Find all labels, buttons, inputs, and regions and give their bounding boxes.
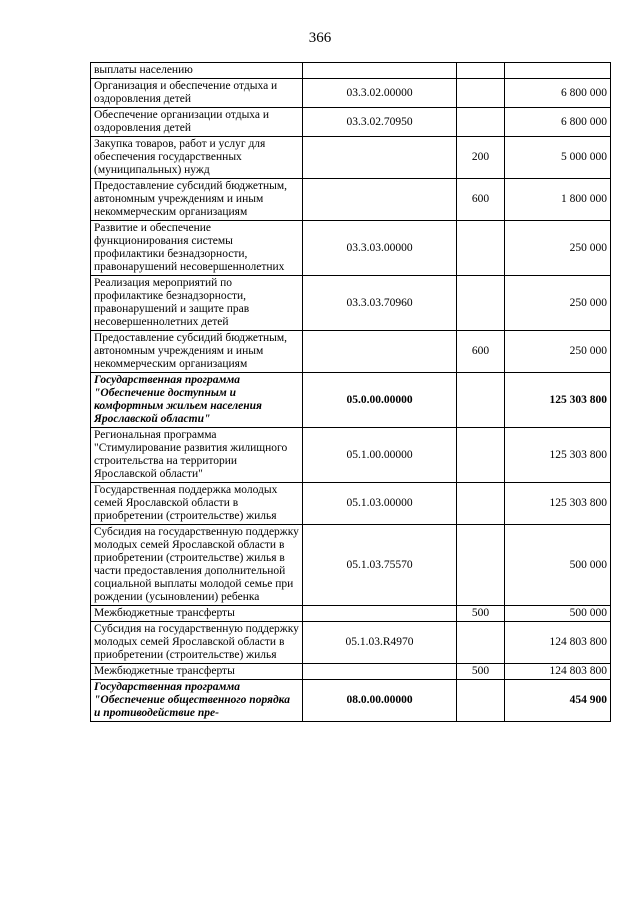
row-name-cell: Закупка товаров, работ и услуг для обеспечения государственных (муниципальных) нужд bbox=[91, 137, 303, 179]
table-row bbox=[91, 79, 611, 108]
row-code-cell: 03.3.03.70960 bbox=[303, 276, 457, 331]
row-type-cell: 600 bbox=[457, 179, 505, 221]
row-name-cell: Межбюджетные трансферты bbox=[91, 664, 303, 680]
row-type-cell bbox=[457, 79, 505, 108]
row-code-cell: 08.0.00.00000 bbox=[303, 680, 457, 722]
budget-table-body bbox=[91, 63, 611, 722]
row-type-cell bbox=[457, 63, 505, 79]
table-row bbox=[91, 483, 611, 525]
row-code-cell bbox=[303, 664, 457, 680]
row-name-cell: Государственная программа "Обеспечение общественного порядка и противодействие пре- bbox=[91, 680, 303, 722]
row-type-cell bbox=[457, 428, 505, 483]
row-type-cell bbox=[457, 622, 505, 664]
row-type-cell: 200 bbox=[457, 137, 505, 179]
row-name-cell: Организация и обеспечение отдыха и оздоровления детей bbox=[91, 79, 303, 108]
row-name-cell: Региональная программа "Стимулирование развития жилищного строительства на территории Ярославской области" bbox=[91, 428, 303, 483]
table-row bbox=[91, 137, 611, 179]
row-sum-cell: 500 000 bbox=[505, 606, 611, 622]
row-type-cell: 500 bbox=[457, 606, 505, 622]
row-code-cell: 03.3.02.70950 bbox=[303, 108, 457, 137]
row-type-cell bbox=[457, 373, 505, 428]
row-sum-cell: 5 000 000 bbox=[505, 137, 611, 179]
row-type-cell bbox=[457, 276, 505, 331]
row-code-cell: 05.1.00.00000 bbox=[303, 428, 457, 483]
row-name-cell: выплаты населению bbox=[91, 63, 303, 79]
row-name-cell: Субсидия на государственную поддержку молодых семей Ярославской области в приобретении (строительстве) жилья bbox=[91, 622, 303, 664]
row-sum-cell: 250 000 bbox=[505, 276, 611, 331]
row-code-cell bbox=[303, 137, 457, 179]
row-sum-cell: 6 800 000 bbox=[505, 108, 611, 137]
table-row bbox=[91, 108, 611, 137]
row-sum-cell: 500 000 bbox=[505, 525, 611, 606]
table-row bbox=[91, 221, 611, 276]
row-code-cell: 03.3.03.00000 bbox=[303, 221, 457, 276]
row-type-cell bbox=[457, 108, 505, 137]
row-code-cell: 05.1.03.R4970 bbox=[303, 622, 457, 664]
row-name-cell: Обеспечение организации отдыха и оздоровления детей bbox=[91, 108, 303, 137]
row-sum-cell: 6 800 000 bbox=[505, 79, 611, 108]
row-name-cell: Развитие и обеспечение функционирования системы профилактики безнадзорности, правонарушений несовершеннолетних bbox=[91, 221, 303, 276]
row-type-cell bbox=[457, 483, 505, 525]
row-name-cell: Предоставление субсидий бюджетным, автономным учреждениям и иным некоммерческим организациям bbox=[91, 331, 303, 373]
row-type-cell bbox=[457, 221, 505, 276]
table-row bbox=[91, 525, 611, 606]
row-code-cell: 05.0.00.00000 bbox=[303, 373, 457, 428]
row-name-cell: Межбюджетные трансферты bbox=[91, 606, 303, 622]
row-type-cell: 600 bbox=[457, 331, 505, 373]
row-sum-cell: 124 803 800 bbox=[505, 664, 611, 680]
table-row bbox=[91, 331, 611, 373]
row-code-cell bbox=[303, 331, 457, 373]
row-name-cell: Реализация мероприятий по профилактике безнадзорности, правонарушений и защите прав несовершеннолетних детей bbox=[91, 276, 303, 331]
row-name-cell: Государственная поддержка молодых семей Ярославской области в приобретении (строительстве) жилья bbox=[91, 483, 303, 525]
row-sum-cell: 250 000 bbox=[505, 331, 611, 373]
row-code-cell: 05.1.03.00000 bbox=[303, 483, 457, 525]
row-sum-cell: 125 303 800 bbox=[505, 483, 611, 525]
budget-table bbox=[90, 62, 611, 722]
table-row bbox=[91, 606, 611, 622]
table-row bbox=[91, 276, 611, 331]
page-number: 366 bbox=[308, 30, 332, 46]
row-code-cell bbox=[303, 63, 457, 79]
row-sum-cell: 124 803 800 bbox=[505, 622, 611, 664]
row-code-cell bbox=[303, 179, 457, 221]
row-sum-cell bbox=[505, 63, 611, 79]
row-type-cell bbox=[457, 525, 505, 606]
table-row bbox=[91, 622, 611, 664]
table-row bbox=[91, 63, 611, 79]
row-sum-cell: 125 303 800 bbox=[505, 373, 611, 428]
table-row bbox=[91, 664, 611, 680]
row-code-cell: 03.3.02.00000 bbox=[303, 79, 457, 108]
row-sum-cell: 454 900 bbox=[505, 680, 611, 722]
row-code-cell: 05.1.03.75570 bbox=[303, 525, 457, 606]
row-sum-cell: 250 000 bbox=[505, 221, 611, 276]
table-row bbox=[91, 428, 611, 483]
row-name-cell: Предоставление субсидий бюджетным, автономным учреждениям и иным некоммерческим организациям bbox=[91, 179, 303, 221]
row-name-cell: Государственная программа "Обеспечение доступным и комфортным жильем населения Ярославской области" bbox=[91, 373, 303, 428]
table-row bbox=[91, 680, 611, 722]
row-code-cell bbox=[303, 606, 457, 622]
row-sum-cell: 125 303 800 bbox=[505, 428, 611, 483]
table-row bbox=[91, 373, 611, 428]
table-row bbox=[91, 179, 611, 221]
row-sum-cell: 1 800 000 bbox=[505, 179, 611, 221]
row-type-cell: 500 bbox=[457, 664, 505, 680]
row-type-cell bbox=[457, 680, 505, 722]
row-name-cell: Субсидия на государственную поддержку молодых семей Ярославской области в приобретении (строительстве) жилья в части предоставления дополнительной социальной выплаты молодой семье при рождении (усыновлении) ребенка bbox=[91, 525, 303, 606]
